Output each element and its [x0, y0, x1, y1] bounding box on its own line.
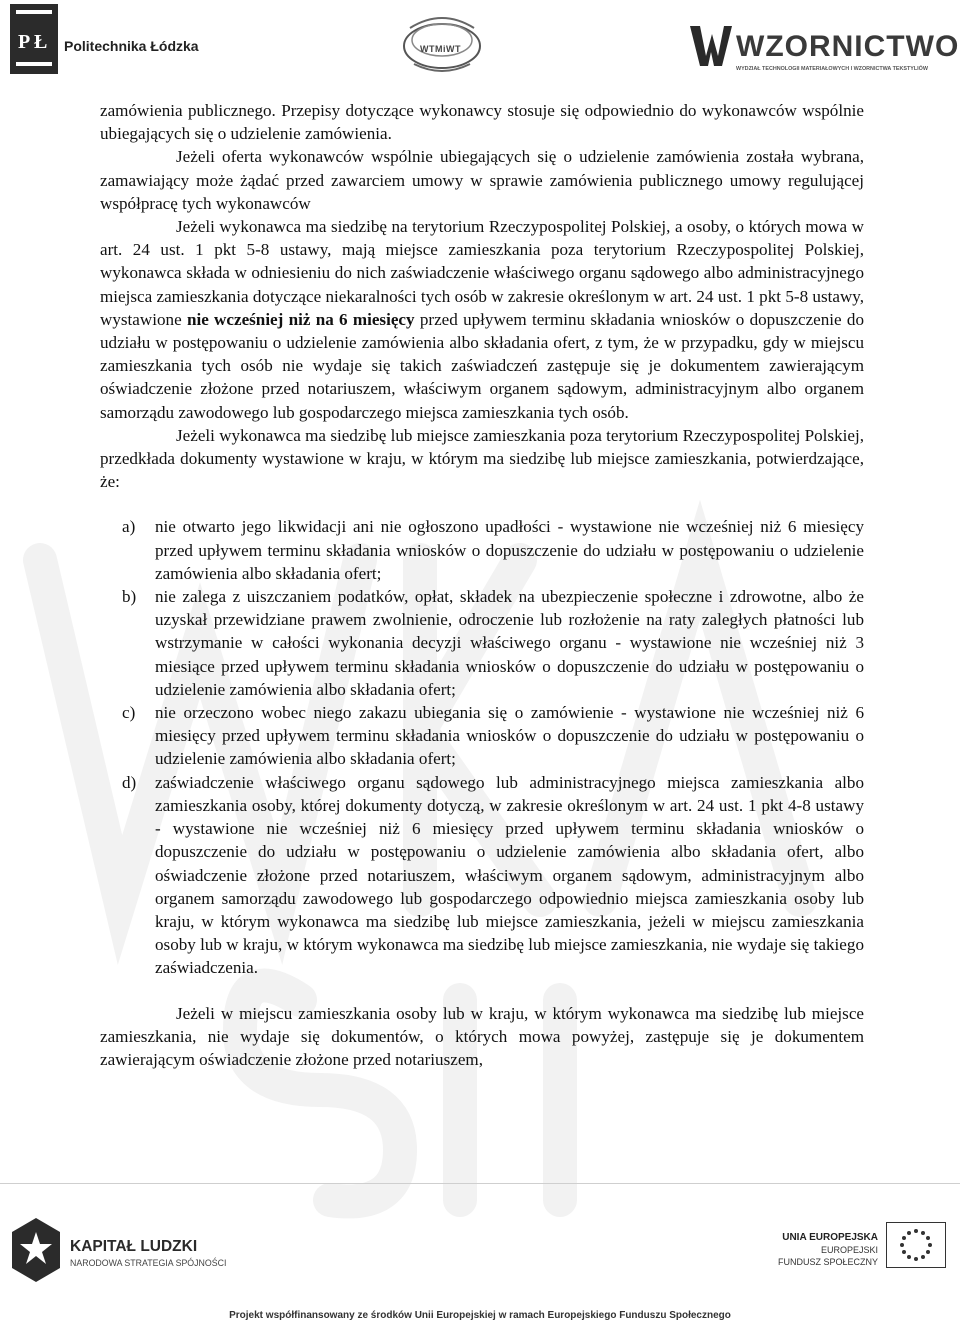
eu-label: [760, 1231, 878, 1268]
paragraph: Jeżeli oferta wykonawców wspólnie ubiegających się o udzielenie zamówienia została wybrana, zamawiający może żądać przed zawarciem umowy w sprawie zamówienia publicznego umowy regulującej współpracę tych wykonawców: [100, 147, 864, 213]
wtmiwt-logo-icon: [400, 8, 484, 78]
kapital-ludzki-name: KAPITAŁ LUDZKI: [70, 1238, 198, 1255]
eu-fund-line: EUROPEJSKI: [820, 1245, 878, 1255]
list-item: [100, 585, 864, 701]
list-item-text: nie otwarto jego likwidacji ani nie ogłoszono upadłości - wystawione nie wcześniej niż 6 miesięcy przed upływem terminu składania wniosków o dopuszczenie do udziału w postępowaniu o udzielenie zamówienia albo składania ofert;: [155, 517, 864, 583]
paragraph-text: Jeżeli wykonawca ma siedzibę na terytorium Rzeczypospolitej Polskiej, a osoby, o których mowa w art. 24 ust. 1 pkt 5-8 ustawy, mają miejsce zamieszkania poza terytorium Rzeczypospolitej Polskiej, wykonawca składa w odniesieniu do nich zaświadczenie właściwego organu sądowego albo administracyjnego miejsca zamieszkania dotyczące niekaralności tych osób w zakresie określonym w art. 24 ust. 1 pkt 5-8 ustawy, wystawione: [100, 217, 864, 329]
paragraph-text: przed upływem terminu składania wniosków o dopuszczenie do udziału w postępowaniu o udzielenie zamówienia albo składania ofert, z tym, że w przypadku, gdy w miejscu zamieszkania tych osób nie wydaje się takich zaświadczeń zastępuje się je dokumentem zawierającym oświadczenie złożone przed notariuszem, właściwym organem sądowym, administracyjnym albo organem samorządu zawodowego lub gospodarczego miejsca zamieszkania tych osób.: [100, 309, 865, 422]
wzornictwo-name: WZORNICTWO: [736, 30, 960, 63]
requirements-list: [100, 515, 864, 979]
politechnika-name: Politechnika Łódzka: [64, 38, 199, 54]
eu-fund-line: FUNDUSZ SPOŁECZNY: [777, 1257, 878, 1267]
wtmiwt-logo-text: WTMiWT: [420, 44, 461, 54]
list-marker: b): [122, 587, 137, 607]
page-header: [0, 0, 960, 90]
eu-title: UNIA EUROPEJSKA: [782, 1232, 878, 1243]
svg-text:P: P: [18, 31, 31, 53]
list-marker: d): [122, 772, 137, 792]
list-item-text: nie orzeczono wobec niego zakazu ubiegania się o zamówienie - wystawione nie wcześniej niż 6 miesięcy przed upływem terminu składania wniosków o dopuszczenie do udziału w postępowaniu o udzielenie zamówienia albo składania ofert;: [155, 703, 864, 769]
paragraph: zamówienia publicznego. Przepisy dotyczące wykonawcy stosuje się odpowiednio do wykonawców wspólnie ubiegających się o udzielenie zamówienia.: [100, 101, 864, 144]
politechnika-crest-icon: [10, 4, 58, 74]
list-marker: a): [122, 517, 136, 537]
list-item: [100, 701, 864, 771]
funding-note: Projekt współfinansowany ze środków Unii Europejskiej w ramach Europejskiego Funduszu Społecznego: [229, 1310, 731, 1321]
paragraph: Jeżeli w miejscu zamieszkania osoby lub w kraju, w którym wykonawca ma siedzibę lub miejsce zamieszkania, nie wydaje się dokumentów, o których mowa powyżej, zastępuje się je dokumentem zawierającym oświadczenie złożone przed notariuszem,: [100, 1003, 864, 1069]
document-body: [100, 99, 864, 1071]
kapital-ludzki-logo-icon: [12, 1218, 60, 1282]
list-item-text: nie zalega z uiszczaniem podatków, opłat, składek na ubezpieczenie społeczne i zdrowotne, albo że uzyskał przewidziane prawem zwolnienie, odroczenie lub rozłożenie na raty zaległych płatności lub wstrzymanie w całości wykonania decyzji właściwego organu - wystawione nie wcześniej niż 3 miesiące przed upływem terminu składania wniosków o dopuszczenie do udziału w postępowaniu o udzielenie zamówienia albo składania ofert;: [155, 587, 864, 699]
list-item: [100, 771, 864, 980]
list-item: [100, 515, 864, 585]
paragraph: Jeżeli wykonawca ma siedzibę lub miejsce zamieszkania poza terytorium Rzeczypospolitej Polskiej, przedkłada dokumenty wystawione w kraju, w którym ma siedzibę lub miejsce zamieszkania, potwierdzające, że:: [100, 425, 864, 492]
wzornictwo-subtitle: WYDZIAŁ TECHNOLOGII MATERIAŁOWYCH I WZORNICTWA TEKSTYLIÓW: [736, 66, 928, 72]
list-item-text: zaświadczenie właściwego organu sądowego lub administracyjnego miejsca zamieszkania albo zamieszkania osoby, której dokumenty dotyczą, w zakresie określonym w art. 24 ust. 1 pkt 4-8 ustawy - wystawione nie wcześniej niż 6 miesięcy przed upływem terminu składania wniosków o dopuszczenie do udziału w postępowaniu o udzielenie zamówienia albo składania ofert, albo oświadczenie złożone przed notariuszem, właściwym organem sądowym, administracyjnym albo organem samorządu zawodowego lub gospodarczego odpowiednio miejsca zamieszkania osoby lub kraju, w którym wykonawca ma siedzibę lub miejsce zamieszkania, jeżeli w miejscu zamieszkania osoby lub w kraju, w którym wykonawca ma siedzibę lub miejsce zamieszkania, nie wydaje się takiego zaświadczenia.: [155, 772, 864, 978]
svg-text:Ł: Ł: [34, 31, 48, 53]
emphasis-text: nie wcześniej niż na 6 miesięcy: [186, 309, 415, 329]
kapital-ludzki-subtitle: NARODOWA STRATEGIA SPÓJNOŚCI: [70, 1258, 227, 1268]
footer-divider: [0, 1183, 960, 1184]
wzornictwo-mark-icon: [690, 22, 732, 68]
paragraph: [100, 215, 864, 424]
list-marker: c): [122, 703, 136, 723]
eu-flag-icon: [886, 1222, 946, 1268]
